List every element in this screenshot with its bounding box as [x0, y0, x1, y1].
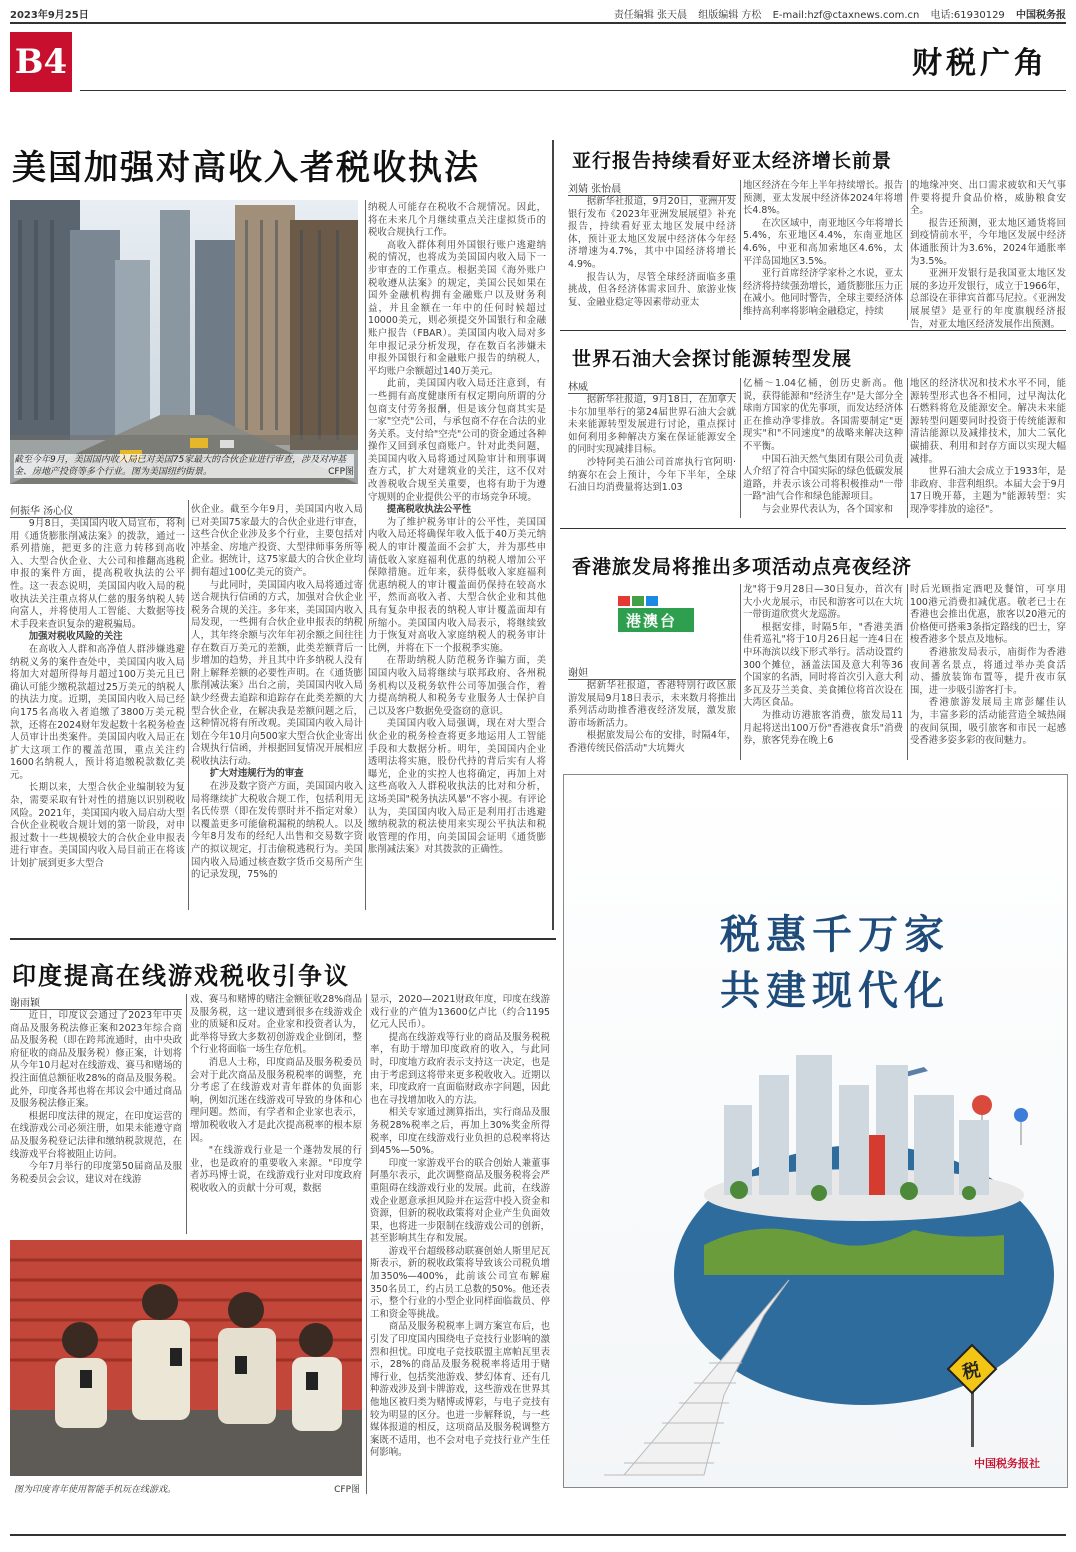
- paragraph: 消息人士称，印度商品及服务税委员会对于此次商品及服务税税率的调整，充分考虑了在线游戏对青年群体的负面影响，例如沉迷在线游戏可导致的身体和心理问题。然而，有学者和企业家也表示，增加税收收入才是此次提高税率的根本原因。: [190, 1056, 362, 1144]
- article5-col2: [190, 994, 362, 1234]
- paragraph: 世界石油大会成立于1933年，是非政府、非营利组织。本届大会于9月17日晚开幕，主题为"能源转型：实现净零排放的途径"。: [910, 466, 1066, 515]
- subheading: 扩大对违规行为的审查: [209, 768, 304, 780]
- paragraph: 提高在线游戏等行业的商品及服务税税率，有助于增加印度政府的收入，与此同时，印度地方政府表示支持这一决定，也是由于考虑到这将带来更多税收收入。近期以来，印度政府一直面临财政赤字问题，因此也在寻找增加收入的方法。: [370, 1031, 550, 1106]
- header-info: [606, 6, 1066, 21]
- layout-editor: 组版编辑 方松: [698, 10, 762, 21]
- paragraph: 伙企业。截至今年9月，美国国内收入局已对美国75家最大的合伙企业进行审查，这些合伙企业涉及多个行业，主要包括对冲基金、房地产投资、大型律师事务所等企业。据统计，这75家最大的合伙企业均拥有超过100亿美元的资产。: [191, 504, 363, 578]
- tax-advertisement: [563, 774, 1068, 1488]
- paragraph: 与会业界代表认为，各个国家和: [761, 503, 894, 515]
- article5-author: 谢雨颖: [10, 994, 182, 1010]
- section-title: 财税广角: [912, 46, 1048, 81]
- rule: [560, 330, 1066, 331]
- article4-title: 香港旅发局将推出多项活动点亮夜经济: [572, 556, 913, 578]
- paragraph: 为了维护税务审计的公平性，美国国内收入局还将确保年收入低于40万美元纳税人的审计覆盖面不会扩大，并为那些申请低收入家庭福利优惠的纳税人增加公平保障措施。近年来，获得低收入家庭福利优惠纳税人的审计覆盖面仍保持在较高水平，然而高收入者、大型合伙企业和其他具有复杂申报表的纳税人审计覆盖面却有所缩小。美国国内收入局表示，将继续致力于恢复对高收入家庭纳税人的税务审计比例，并将在下一个报税季实施。: [368, 516, 546, 654]
- paragraph: 根据安排，时隔5年，"香港美酒佳肴巡礼"将于10月26日起一连4日在中环海滨以线下形式举行。活动设置约300个摊位，涵盖法国及意大利等36个国家的名酒，同时将首次引入意大利多瓦及芬兰美食、美食摊位将首次设在大湾区食品。: [743, 621, 903, 709]
- divider: [740, 180, 741, 320]
- paragraph: 此前，美国国内收入局还注意到，有一些拥有高度健康所有权定期向所谓的分包商支付劳务报酬，但是该分包商其实是一家"空壳"公司，与承包商不存在合法的业务关系。支付给"空壳"公司的资金通过各种操作又回到承包商账户。针对此类问题，美国国内收入局将通过风险审计和刑事调查方式，扩大对建筑业的关注，这不仅对改善税收合规至关重要，也将有助于为遵守规则的企业提供公平的市场竞争环境。: [368, 378, 546, 503]
- article4-col1: [568, 680, 736, 760]
- subheading: 提高税收执法公平性: [386, 504, 472, 516]
- paragraph: 亚行首席经济学家朴之水说，亚太经济将持续强劲增长，通货膨胀压力正在减小。他同时警告，全球主要经济体维持高利率将影响金融稳定，持续: [743, 268, 903, 317]
- rule: [10, 938, 556, 940]
- divider: [907, 180, 908, 320]
- article1-caption: [14, 454, 354, 478]
- paragraph: 与此同时，美国国内收入局将通过寄送合规执行信函的方式，加强对合伙企业税务合规的关注。多年来，美国国内收入局发现，一些拥有合伙企业申报表的纳税人，其年终余额与次年年初余额之间往往存在数百万美元的差额，此类差额背后一步增加的趋势，并且其中许多纳税人没有附上解释差额的必要性声明。在《通货膨胀削减法案》出台之前，美国国内收入局缺少经费去追踪和追踪存在此类差额的大型合伙企业，在解决我是差额问题之后，这种情况将有所改观。美国国内收入局计划在今年10月向500家大型合伙企业寄出合规执行信函，并根据回复情况开展相应税收执法行动。: [191, 579, 363, 767]
- divider: [366, 994, 367, 1494]
- article1-col3: [368, 202, 546, 910]
- article5-col3: [370, 994, 550, 1494]
- paragraph: 在涉及数字资产方面，美国国内收入局将继续扩大税收合规工作，包括利用无名氏传票（即在发传票时并不指定对象）以覆盖更多可能偷税漏税的纳税人。以及今年8月发布的经纪人出售和交易数字资产的拟议规定，打击偷税逃税行为。美国国内收入局通过核查数字货币交易所产生的记录发现，75%的: [191, 781, 363, 881]
- ad-slogan-2: 共建现代化: [720, 967, 950, 1014]
- article2-col3: [910, 180, 1066, 330]
- article5-col1: [10, 1010, 182, 1236]
- phone: 电话:61930129: [930, 10, 1005, 21]
- paragraph: 今年7月举行的印度第50届商品及服务税委员会会议，建议对在线游: [10, 1161, 182, 1185]
- article4-author: 谢妲: [568, 664, 736, 680]
- nyc-street-photo: [10, 200, 358, 484]
- paragraph: 纳税人可能存在税收不合规情况。因此，将在未来几个月继续重点关注虚拟货币的税收合规执行工作。: [368, 202, 546, 239]
- paragraph: 游戏平台超级移动联赛创始人斯里尼瓦斯表示，新的税收政策将导致该公司税负增加350%—400%，此前该公司宣布解雇350名员工，约占员工总数的50%。他还表示，整个行业的小型企业同样面临裁员、停工和资金等挑战。: [370, 1245, 550, 1320]
- caption-text: 图为印度青年使用智能手机玩在线游戏。: [14, 1485, 177, 1495]
- paragraph: 相关专家通过测算指出，实行商品及服务税28%税率之后，再加上30%奖金所得税率，印度在线游戏行业负担的总税率将达到45%—50%。: [370, 1107, 550, 1157]
- paragraph: 地区的经济状况和技术水平不同，能源转型形式也各不相同，过早淘汰化石燃料将危及能源安全。解决未来能源转型问题要同时投资于传统能源和清洁能源以及减排技术，加大二氧化碳捕获、利用和封存方面以实现大幅减排。: [910, 378, 1066, 465]
- paragraph: 据新华社报道，9月18日，在加拿大卡尔加里举行的第24届世界石油大会就未来能源转型发展进行讨论，重点探讨如何利用多种解决方案在保证能源安全的同时实现减排目标。: [568, 394, 736, 456]
- paragraph: 商品及服务税税率上调方案宣布后，也引发了印度国内围绕电子竞技行业影响的激烈和担忧。印度电子竞技联盟主席帕瓦里表示，28%的商品及服务税税率将适用于赌博行业，包括奖池游戏、梦幻体育、还有几种游戏涉及到卡牌游戏，这些游戏在世界其他地区被归类为赌博或博彩，与电子竞技有较为明显的区分。也进一步解释说，与一些媒体报道的相反，这项商品及服务税调整方案既不适用，也不会对电子竞技行业产生任何影响。: [370, 1321, 550, 1459]
- article2-col2: [743, 180, 903, 320]
- article3-author: 林威: [568, 378, 736, 394]
- ad-slogan-1: 税惠千万家: [720, 911, 950, 958]
- paragraph: 香港旅发局表示，庙街作为香港夜间著名景点，将通过举办美食活动、播放装饰布置等，提升夜市氛围，进一步吸引游客打卡。: [910, 646, 1066, 696]
- paragraph: 根据印度法律的规定，在印度运营的在线游戏公司必须注册，如果未能遵守商品及服务税登记法律和缴纳税款规范，在线游戏平台将被阻止访问。: [10, 1110, 182, 1160]
- paragraph: 时后光顾指定酒吧及餐馆，可享用100港元消费扣减优惠。敬老已士在香港也会推出优惠，旅客以20港元的价格便可搭乘3条指定路线的巴士，穿梭香港多个景点及地标。: [910, 584, 1066, 646]
- paragraph: 美国国内收入局强调，现在对大型合伙企业的税务检查将更多地运用人工智能手段和大数据分析。明年，美国国内企业透明法将实施，股份代持的背后实有人将曝光，企业的实控人也将确定，再加上对这些高收入人群税收执法的比对和分析，这场美国"税务执法风暴"不容小视。有评论认为，美国国内收入局正是利用打击逃避缴纳税款的税法使用来实现公平执法和税收管理的作用，向美国国会证明《通货膨胀削减法案》对其拨款的正确性。: [368, 718, 546, 856]
- header-rule: [10, 22, 1066, 24]
- subheading: 加强对税收风险的关注: [28, 631, 123, 643]
- paragraph: 高收入群体利用外国银行账户逃避纳税的情况，也将成为美国国内收入局下一步审查的工作重点。根据美国《海外账户税收遵从法案》的规定，美国公民如果在国外金融机构拥有金融账户以及财务利益，并且金额在一年中的任何时候超过10000美元，则必须提交外国银行和金融账户报告（FBAR）。美国国内收入局对多年申报记录分析发现，存在数百名涉嫌未申报外国银行和金融账户报告的纳税人，平均账户余额超过140万美元。: [368, 239, 546, 377]
- tax-sign-char: 税: [960, 1359, 982, 1384]
- column-divider: [552, 140, 554, 930]
- divider: [907, 378, 908, 518]
- paragraph: 据新华社报道，9月20日，亚洲开发银行发布《2023年亚洲发展展望》补充报告，持续看好亚太地区发展中经济体，预计亚太地区发展中经济体今年经济增速为4.7%，其中中国经济将增长4.9%。: [568, 196, 736, 270]
- editor: 责任编辑 张天晨: [613, 10, 688, 21]
- article2-author: 刘婧 张怡晨: [568, 180, 736, 196]
- article1-title: 美国加强对高收入者税收执法: [12, 148, 480, 188]
- article1-col2: [191, 504, 363, 910]
- divider: [186, 994, 187, 1234]
- paragraph: 显示，2020—2021财政年度，印度在线游戏行业的产值为13600亿卢比（约合1195亿元人民币）。: [370, 994, 550, 1031]
- hk-macao-taiwan-logo: [616, 594, 696, 634]
- paragraph: 长期以来，大型合伙企业编制较为复杂，需要采取有针对性的措施以识别税收风险。2021年，美国国内收入局启动大型合伙企业税收合规计划的第一阶段，对申报过数十一些规模较大的合伙企业申报表进行审查。美国国内收入局目前正在将该计划扩展到更多大型合: [10, 782, 185, 870]
- ad-brand: 中国税务报社: [974, 1457, 1040, 1470]
- article3-title: 世界石油大会探讨能源转型发展: [572, 348, 853, 370]
- logo-text: 港澳台: [626, 612, 678, 630]
- article1-col1: [10, 518, 185, 910]
- paragraph: 为推动访港旅客消费，旅发局11月起将送出100万份"香港夜食乐"消费券，旅客凭券在晚上6: [743, 709, 903, 747]
- paragraph: 地区经济在今年上半年持续增长。报告预测，亚太发展中经济体2024年将增长4.8%。: [743, 180, 903, 217]
- article3-col3: [910, 378, 1066, 518]
- paragraph: 在帮助纳税人防范税务诈骗方面，美国国内收入局将继续与联邦政府、各州税务机构以及税务软件公司等加强合作，着力提高纳税人和税务专业服务人士保护自己以及客户数据免受盗窃的意识。: [368, 655, 546, 717]
- paper-name: 中国税务报: [1016, 10, 1066, 21]
- rule: [560, 528, 1066, 529]
- article4-col3: [910, 584, 1066, 760]
- divider: [365, 200, 366, 910]
- paragraph: 在高收入人群和高净值人群涉嫌逃避纳税义务的案件查处中，美国国内收入局将加大对超所得每月超过100万美元且已确认可能少缴税款超过25万美元的纳税人的执法力度。近期，美国国内收入局已经向175名高收入者追缴了3800万美元税款，还将在2024财年发起数十名税务检查人员审计出类案件。美国国内收入局正在扩大这项工作的覆盖范围，重点关注约1600名纳税人，预计将追缴税款数亿美元。: [10, 643, 185, 781]
- paragraph: 在次区域中，南亚地区今年将增长5.4%，东亚地区4.4%，东南亚地区4.6%，中亚和高加索地区4.6%，太平洋岛国地区3.5%。: [743, 217, 903, 267]
- article5-caption: [14, 1484, 360, 1496]
- paragraph: 根据旅发局公布的安排，时隔4年，香港传统民俗活动"大坑舞火: [568, 730, 736, 754]
- article5-title: 印度提高在线游戏税收引争议: [12, 961, 350, 990]
- page-number: B4: [10, 32, 72, 92]
- globe-city-illustration: [564, 775, 1067, 1487]
- paragraph: 亿桶～1.04亿桶，创历史新高。他说，获得能源和"经济生存"是大部分全球南方国家的优先事项，而发达经济体正在推动净零排放。各国需要制定"更现实"和"不同速度"的战略来解决这种不平衡。: [743, 378, 903, 452]
- paragraph: 9月8日，美国国内收入局宣布，将利用《通货膨胀削减法案》的拨款，通过一系列措施，把更多的注意力转移到高收入、大型合伙企业、大公司和推翻高逃税申报的案件方面，提高税收执法的公平性。这一表态说明，美国国内收入局的税收执法关注重点将从仁慈的服务纳税人转向富人，并将使用人工智能、大数据等技术手段来查识复杂的避税骗局。: [10, 518, 185, 630]
- youths-gaming-photo: [10, 1240, 362, 1476]
- paragraph: 近日，印度议会通过了2023年中央商品及服务税法修正案和2023年综合商品及服务税（即在跨邦流通时，由中央政府征收的商品及服务税）修正案，计划将从今年10月起对在线游戏、赛马和赌场的投注面值总额征收28%的商品及服务税。此外，印度各邦也将在邦议会中通过商品及服务税法修正案。: [10, 1010, 182, 1110]
- paragraph: 香港旅游发展局主席彭耀佳认为，丰富多彩的活动能营造全城热闹的夜间氛围，吸引旅客和市民一起感受香港多姿多彩的夜间魅力。: [910, 697, 1066, 747]
- article2-title: 亚行报告持续看好亚太经济增长前景: [572, 150, 893, 172]
- divider: [188, 500, 189, 910]
- paragraph: 亚洲开发银行是我国亚太地区发展的多边开发银行，成立于1966年，总部设在菲律宾首都马尼拉。《亚洲发展展望》是亚行的年度旗舰经济报告，对亚太地区经济发展作出预测。: [910, 268, 1066, 330]
- paragraph: 的地缘冲突、出口需求疲软和天气事件要将提升食品价格，威胁粮食安全。: [910, 180, 1066, 217]
- divider: [907, 584, 908, 760]
- paragraph: "在线游戏行业是一个蓬勃发展的行业，也是政府的重要收入来源。"印度学者苏玛博士说，在线游戏行业对印度政府税收收入的贡献十分可观，数据: [190, 1145, 362, 1194]
- paragraph: 龙"将于9月28日—30日复办，首次有大小火龙展示，市民和游客可以在大坑一带街道欣赏火龙巡游。: [743, 584, 903, 621]
- divider: [740, 378, 741, 518]
- paragraph: 报告还预测，亚太地区通货将回到疫情前水平，今年地区发展中经济体通胀预计为3.6%，2024年通胀率为3.5%。: [910, 217, 1066, 267]
- paragraph: 沙特阿美石油公司首席执行官阿明·纳赛尔在会上预计，今年下半年，全球石油日均消费量将达到1.03: [568, 456, 736, 494]
- article1-author: 何振华 汤心仪: [10, 502, 180, 518]
- caption-text: 截至今年9月，美国国内收入局已对美国75家最大的合伙企业进行审查，涉及对冲基金、房地产投资等多个行业。图为美国纽约街景。: [14, 455, 347, 477]
- photo-credit: CFP图: [334, 1485, 360, 1495]
- section-rule: [80, 90, 1066, 91]
- paragraph: 印度一家游戏平台的联合创始人兼董事阿墨尔表示，此次调整商品及服务税将会严重阻碍在线游戏行业的发展。此前，在线游戏企业愿意承担风险并在运营中投入资金和资源，但新的税收政策将对企业产生负面效果，也将进一步限制在线游戏公司的创新，甚至影响其生存和发展。: [370, 1157, 550, 1245]
- paragraph: 据新华社报道，香港特别行政区旅游发展局9月18日表示，未来数月将推出系列活动助推香港夜经济发展，激发旅游市场新活力。: [568, 680, 736, 729]
- paragraph: 报告认为，尽管全球经济面临多重挑战，但各经济体需求回升、旅游业恢复、金融业稳定等因素带动亚太: [568, 271, 736, 308]
- paragraph: 戏、赛马和赌博的赌注金额征收28%商品及服务税，这一建议遭到很多在线游戏企业的质疑和反对。企业家和投资者认为，此举将导致大多数初创游戏企业倒闭，整个行业将面临一场生存危机。: [190, 994, 362, 1056]
- article4-col2: [743, 584, 903, 760]
- footer-rule: [10, 1534, 1066, 1536]
- photo-credit: CFP图: [328, 467, 354, 477]
- divider: [740, 584, 741, 760]
- article3-col1: [568, 394, 736, 518]
- email[interactable]: E-mail:hzf@ctaxnews.com.cn: [772, 10, 920, 21]
- article2-col1: [568, 196, 736, 320]
- issue-date: 2023年9月25日: [10, 10, 89, 21]
- paragraph: 中国石油天然气集团有限公司负责人介绍了符合中国实际的绿色低碳发展道路，并表示该公司将积极推动"一带一路"油气合作和绿色能源项目。: [743, 453, 903, 503]
- article3-col2: [743, 378, 903, 518]
- page-header: [10, 4, 1066, 22]
